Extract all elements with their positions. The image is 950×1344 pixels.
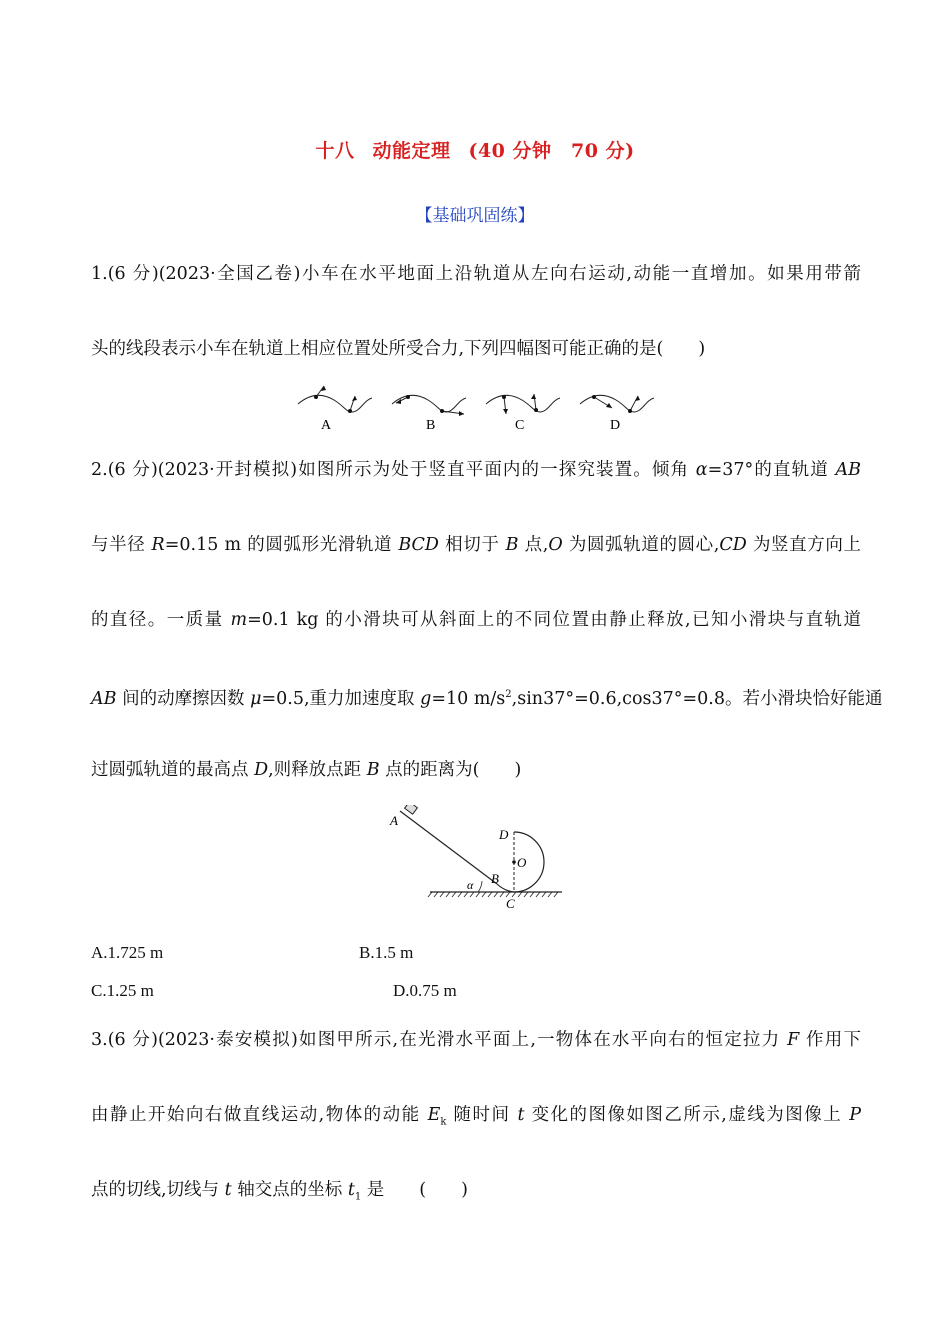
q3-symbol-t: t bbox=[224, 1180, 232, 1200]
q2-slider-block bbox=[405, 805, 418, 814]
q2-symbol-ab: AB bbox=[835, 460, 861, 480]
q1-track-a bbox=[298, 395, 372, 412]
q3-text: 点的切线,切线与 bbox=[91, 1180, 225, 1200]
q2-label-c: C bbox=[506, 896, 515, 911]
q2-label-b: B bbox=[491, 871, 499, 886]
q3-text: 轴交点的坐标 bbox=[231, 1180, 348, 1200]
q2-incline-ab bbox=[400, 811, 497, 884]
q2-symbol-d: D bbox=[254, 760, 269, 780]
q2-symbol-b: B bbox=[505, 535, 519, 555]
q2-symbol-mu: μ bbox=[250, 688, 262, 709]
q2-text: =10 m/s bbox=[431, 688, 506, 709]
section-title: 【基础巩固练】 bbox=[415, 206, 535, 226]
q1-line-1: 1.(6 分)(2023·全国乙卷)小车在水平地面上沿轨道从左向右运动,动能一直增加。如果用带箭 bbox=[91, 264, 861, 284]
q2-line-4 bbox=[91, 683, 883, 711]
q2-line-1 bbox=[91, 458, 861, 482]
q2-text: 2.(6 分)(2023·开封模拟)如图所示为处于竖直平面内的一探究装置。倾角 bbox=[91, 460, 696, 480]
q1-line-2: 头的线段表示小车在轨道上相应位置处所受合力,下列四幅图可能正确的是( ) bbox=[91, 339, 706, 359]
q2-symbol-g: g bbox=[420, 688, 432, 709]
q2-text: 点, bbox=[518, 535, 549, 555]
q2-symbol-alpha: α bbox=[695, 460, 708, 480]
q2-label-d: D bbox=[499, 827, 509, 842]
q2-option-a[interactable]: A.1.725 m bbox=[91, 943, 164, 962]
q2-superscript: 2 bbox=[505, 689, 512, 700]
q3-subscript-k: k bbox=[440, 1116, 447, 1128]
q2-symbol-ab: AB bbox=[91, 688, 117, 709]
q2-option-c[interactable]: C.1.25 m bbox=[91, 981, 154, 1000]
q2-text: ,sin37°=0.6,cos37°=0.8。若小滑块恰好能通 bbox=[511, 688, 883, 709]
q2-text: =37°的直轨道 bbox=[707, 460, 836, 480]
q2-line-2 bbox=[91, 533, 861, 557]
q2-text: =0.15 m 的圆弧形光滑轨道 bbox=[164, 535, 399, 555]
q2-center-o bbox=[512, 860, 516, 864]
title-topic: 动能定理 bbox=[372, 140, 451, 162]
q2-text: 相切于 bbox=[438, 535, 506, 555]
q2-option-b[interactable]: B.1.5 m bbox=[359, 943, 414, 962]
q3-text: 变化的图像如图乙所示,虚线为图像上 bbox=[524, 1105, 850, 1125]
q3-symbol-t1: t bbox=[347, 1180, 355, 1200]
q2-label-a: A bbox=[390, 813, 398, 828]
q2-text: ,则释放点距 bbox=[268, 760, 367, 780]
q2-symbol-m: m bbox=[230, 610, 248, 630]
q2-symbol-b: B bbox=[366, 760, 380, 780]
q2-label-alpha: α bbox=[467, 878, 474, 892]
q3-text: 作用下 bbox=[799, 1030, 861, 1050]
q3-text: 3.(6 分)(2023·泰安模拟)如图甲所示,在光滑水平面上,一物体在水平向右的恒定拉力 bbox=[91, 1030, 788, 1050]
q3-symbol-f: F bbox=[787, 1030, 800, 1050]
q2-line-3 bbox=[91, 608, 861, 632]
q1-label-c: C bbox=[515, 418, 525, 433]
q2-text: 为圆弧轨道的圆心, bbox=[562, 535, 720, 555]
q3-line-1 bbox=[91, 1028, 861, 1052]
q2-option-d[interactable]: D.0.75 m bbox=[393, 981, 457, 1000]
q2-figure bbox=[386, 805, 566, 911]
q2-text: 为竖直方向上 bbox=[746, 535, 861, 555]
q2-label-o: O bbox=[517, 855, 527, 870]
q3-text: 由静止开始向右做直线运动,物体的动能 bbox=[91, 1105, 428, 1125]
q1-label-b: B bbox=[426, 418, 436, 433]
q1-track-d bbox=[580, 395, 654, 412]
q3-line-3 bbox=[91, 1178, 861, 1210]
q2-symbol-cd: CD bbox=[719, 535, 747, 555]
q2-text: =0.1 kg 的小滑块可从斜面上的不同位置由静止释放,已知小滑块与直轨道 bbox=[247, 610, 861, 630]
q1-figure bbox=[294, 384, 656, 436]
q1-track-c bbox=[486, 395, 560, 412]
q3-symbol-t: t bbox=[517, 1105, 525, 1125]
title-number: 十八 bbox=[315, 140, 355, 162]
q2-text: =0.5,重力加速度取 bbox=[261, 688, 421, 709]
q3-text: 随时间 bbox=[446, 1105, 518, 1125]
q3-symbol-p: P bbox=[849, 1105, 862, 1125]
q2-text: 与半径 bbox=[91, 535, 152, 555]
q2-symbol-bcd: BCD bbox=[398, 535, 439, 555]
q3-symbol-e: E bbox=[427, 1105, 441, 1125]
q2-line-5 bbox=[91, 758, 861, 782]
q3-text: 是 ( ) bbox=[361, 1180, 468, 1200]
q1-track-b bbox=[392, 395, 466, 412]
q1-label-a: A bbox=[321, 418, 332, 433]
q3-subscript-1: 1 bbox=[354, 1191, 362, 1203]
q2-symbol-o: O bbox=[548, 535, 563, 555]
q2-symbol-r: R bbox=[151, 535, 165, 555]
page-title bbox=[0, 136, 950, 163]
q2-text: 间的动摩擦因数 bbox=[116, 688, 251, 709]
q2-text: 的直径。一质量 bbox=[91, 610, 231, 630]
q1-label-d: D bbox=[610, 418, 621, 433]
q2-text: 点的距离为( ) bbox=[379, 760, 522, 780]
title-meta: (40 分钟 70 分) bbox=[468, 140, 635, 162]
q2-angle-arc bbox=[478, 881, 482, 892]
q3-line-2 bbox=[91, 1103, 861, 1135]
q2-text: 过圆弧轨道的最高点 bbox=[91, 760, 255, 780]
